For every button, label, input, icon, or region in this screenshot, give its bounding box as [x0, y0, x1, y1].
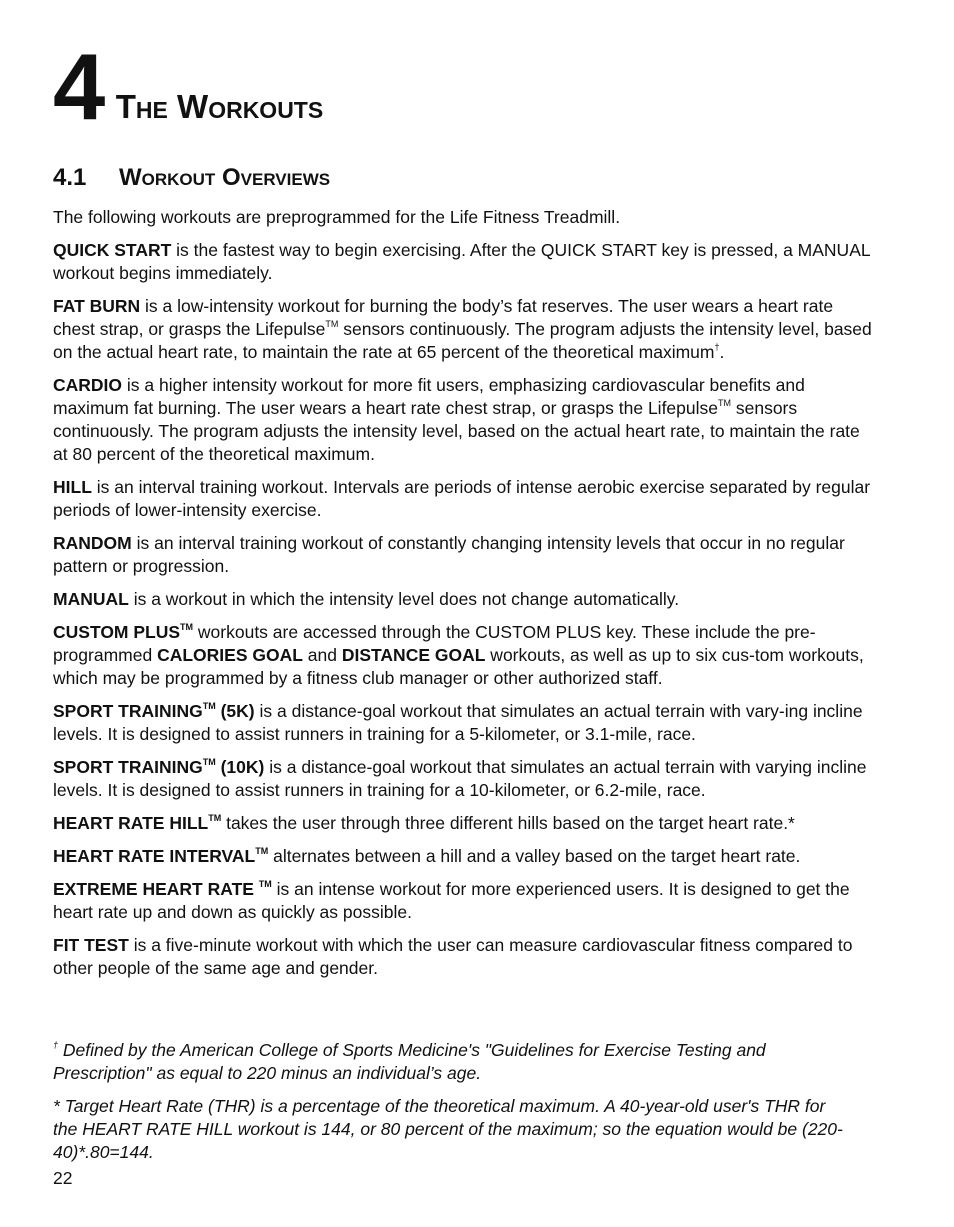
- workout-description: is a higher intensity workout for more fit users, emphasizing cardiovascular benefits and maximum fat burning. The user wears a heart rate chest strap, or grasps the Lifepulse: [53, 375, 805, 418]
- connector-text: and: [302, 645, 342, 665]
- workout-name: FIT TEST: [53, 935, 129, 955]
- workout-description: workouts, as well as up to six cus-tom workouts, which may be programmed by a fitness club manager or other authorized staff.: [53, 645, 864, 688]
- heart-rate-interval-paragraph: [53, 845, 873, 868]
- workout-name-suffix: (10K): [215, 757, 265, 777]
- workout-description: workouts are accessed through the CUSTOM PLUS key. These include the pre-programmed: [53, 622, 816, 665]
- workout-description: sensors continuously. The program adjusts the intensity level, based on the actual heart rate, to maintain the rate at 65 percent of the theoretical maximum: [53, 319, 872, 362]
- manual-paragraph: [53, 588, 873, 611]
- trademark-mark: TM: [202, 757, 216, 768]
- footnotes: [53, 1039, 843, 1174]
- workout-description: is a low-intensity workout for burning the body’s fat reserves. The user wears a heart rate chest strap, or grasps the Lifepulse: [53, 296, 834, 339]
- workout-name-suffix: (5K): [215, 701, 255, 721]
- calories-goal-label: CALORIES GOAL: [157, 645, 303, 665]
- workout-description: is a distance-goal workout that simulates an actual terrain with varying incline levels. It is designed to assist runners in training for a 10-kilometer, or 6.2-mile, race.: [53, 757, 867, 800]
- page-number: 22: [53, 1168, 73, 1188]
- workout-description: is a five-minute workout with which the user can measure cardiovascular fitness compared to other people of the same age and gender.: [53, 935, 853, 978]
- distance-goal-label: DISTANCE GOAL: [341, 645, 486, 665]
- fat-burn-paragraph: [53, 295, 873, 364]
- cardio-paragraph: [53, 374, 873, 466]
- workout-name: RANDOM: [53, 533, 132, 553]
- workout-name: QUICK START: [53, 240, 172, 260]
- dagger-footnote-mark: †: [53, 1040, 59, 1051]
- fit-test-paragraph: [53, 934, 873, 980]
- section-title: Workout Overviews: [119, 164, 331, 191]
- workout-description: .: [719, 342, 725, 362]
- workout-description: is a distance-goal workout that simulates an actual terrain with vary-ing incline levels. It is designed to assist runners in training for a 5-kilometer, or 3.1-mile, race.: [53, 701, 863, 744]
- workout-name: FAT BURN: [53, 296, 141, 316]
- heart-rate-hill-paragraph: [53, 812, 873, 835]
- chapter-number: 4: [53, 34, 104, 139]
- workout-description: alternates between a hill and a valley based on the target heart rate.: [268, 846, 801, 866]
- workout-description: sensors continuously. The program adjusts the intensity level, based on the actual heart rate, to maintain the rate at 80 percent of the theoretical maximum.: [53, 398, 860, 464]
- trademark-mark: TM: [325, 319, 339, 330]
- workout-description: takes the user through three different hills based on the target heart rate.*: [221, 813, 795, 833]
- workout-name: HILL: [53, 477, 92, 497]
- workout-description: is the fastest way to begin exercising. After the QUICK START key is pressed, a MANUAL workout begins immediately.: [53, 240, 870, 283]
- trademark-mark: TM: [255, 846, 269, 857]
- workout-name: CARDIO: [53, 375, 123, 395]
- hill-paragraph: [53, 476, 873, 522]
- body-text: [53, 206, 873, 990]
- intro-paragraph: The following workouts are preprogrammed for the Life Fitness Treadmill.: [53, 207, 621, 227]
- quick-start-paragraph: [53, 239, 873, 285]
- trademark-mark: TM: [258, 879, 272, 890]
- chapter-title-second-rest: orkouts: [208, 88, 324, 125]
- workout-name: HEART RATE INTERVAL: [53, 846, 256, 866]
- workout-description: is an intense workout for more experienced users. It is designed to get the heart rate up and down as quickly as possible.: [53, 879, 850, 922]
- extreme-heart-rate-paragraph: [53, 878, 873, 924]
- dagger-footnote-text: Defined by the American College of Sports Medicine's "Guidelines for Exercise Testing and Prescription" as equal to 220 minus an individual’s age.: [53, 1040, 766, 1083]
- workout-name: CUSTOM PLUS: [53, 622, 181, 642]
- workout-name: MANUAL: [53, 589, 129, 609]
- chapter-title-first-rest: he: [135, 88, 168, 125]
- trademark-mark: TM: [718, 398, 731, 409]
- workout-name: EXTREME HEART RATE: [53, 879, 259, 899]
- trademark-mark: TM: [180, 622, 194, 633]
- chapter-title: [116, 88, 323, 125]
- workout-description: is an interval training workout. Intervals are periods of intense aerobic exercise separated by regular periods of lower-intensity exercise.: [53, 477, 871, 520]
- workout-name: HEART RATE HILL: [53, 813, 209, 833]
- section-number: 4.1: [53, 164, 87, 191]
- dagger-footnote-mark: †: [714, 342, 720, 353]
- workout-name: SPORT TRAINING: [53, 757, 203, 777]
- section-heading: [53, 164, 330, 192]
- trademark-mark: TM: [202, 701, 216, 712]
- trademark-mark: TM: [208, 813, 222, 824]
- custom-plus-paragraph: [53, 621, 873, 690]
- workout-description: is a workout in which the intensity level does not change automatically.: [128, 589, 680, 609]
- chapter-title-second-initial: W: [177, 88, 209, 125]
- sport-training-10k-paragraph: [53, 756, 873, 802]
- asterisk-footnote: * Target Heart Rate (THR) is a percentage of the theoretical maximum. A 40-year-old user's THR for the HEART RATE HILL workout is 144, or 80 percent of the maximum; so the equation would be (220-40)*.80=144.: [53, 1096, 843, 1162]
- workout-name: SPORT TRAINING: [53, 701, 203, 721]
- workout-description: is an interval training workout of constantly changing intensity levels that occur in no regular pattern or progression.: [53, 533, 845, 576]
- dagger-footnote: [53, 1039, 843, 1085]
- sport-training-5k-paragraph: [53, 700, 873, 746]
- chapter-title-first-initial: T: [115, 88, 136, 125]
- random-paragraph: [53, 532, 873, 578]
- chapter-heading: [53, 34, 324, 139]
